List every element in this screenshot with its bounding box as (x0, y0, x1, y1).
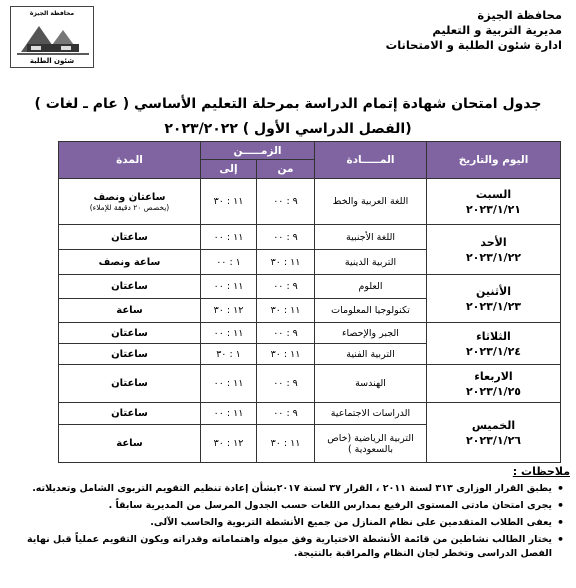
exam-schedule-table (58, 141, 561, 463)
day-name: الاربعاء (474, 369, 513, 383)
note-item: • يجرى امتحان مادتى المستوى الرفيع بمدارس اللغات حسب الجدول المرسل من المديرية سابقاً . (16, 499, 566, 513)
note-item: • يعفى الطلاب المتقدمين على نظام المنازل من جميع الأنشطة التربوية والحاسب الآلى. (16, 516, 566, 530)
header-day-date: اليوم والتاريخ (427, 142, 561, 179)
table-row (59, 225, 561, 250)
table-row (59, 403, 561, 425)
duration-cell: ساعة (59, 299, 201, 323)
subject-cell: العلوم (315, 275, 427, 299)
day-date: ٢٠٢٣/١/٢٤ (465, 344, 522, 358)
duration-cell: ساعة ونصف (59, 250, 201, 275)
logo-bottom-text: شئون الطلبة (29, 57, 75, 65)
day-name: الأثنين (476, 284, 511, 298)
logo-top-text: محافظة الجيزة (29, 10, 75, 17)
time-to-cell: ١ : ٠٠ (201, 250, 257, 275)
subject-cell: التربية الرياضية (خاص بالسعودية ) (315, 425, 427, 463)
duration-cell: ساعتان (59, 323, 201, 344)
day-name: الأحد (480, 235, 507, 249)
day-cell (427, 365, 561, 403)
header-duration: المدة (59, 142, 201, 179)
subject-cell: التربية الدينية (315, 250, 427, 275)
time-from-cell: ٩ : ٠٠ (257, 179, 315, 225)
time-from-cell: ١١ : ٣٠ (257, 425, 315, 463)
header-governorate: محافظة الجيزة (477, 8, 562, 22)
subject-cell: الجبر والإحصاء (315, 323, 427, 344)
duration-note: (يخصص ٢٠ دقيقة للإملاء) (89, 202, 170, 212)
day-cell (427, 275, 561, 323)
stamp-logo (10, 6, 94, 68)
notes-heading: ملاحظات : (512, 465, 570, 478)
time-from-cell: ١١ : ٣٠ (257, 250, 315, 275)
duration-cell: ساعتان (59, 225, 201, 250)
duration-cell (59, 179, 201, 225)
time-from-cell: ٩ : ٠٠ (257, 275, 315, 299)
time-from-cell: ٩ : ٠٠ (257, 403, 315, 425)
day-date: ٢٠٢٣/١/٢٢ (465, 250, 522, 264)
header-block (362, 8, 562, 53)
duration-cell: ساعة (59, 425, 201, 463)
time-to-cell: ١٢ : ٣٠ (201, 425, 257, 463)
subject-cell: التربية الفنية (315, 344, 427, 365)
day-date: ٢٠٢٣/١/٢٣ (465, 299, 522, 313)
header-from: من (257, 160, 315, 179)
day-name: الثلاثاء (476, 329, 511, 343)
day-date: ٢٠٢٣/١/٢٦ (465, 433, 522, 447)
header-subject: المـــــادة (315, 142, 427, 179)
pyramids-icon (17, 18, 89, 56)
time-to-cell: ١١ : ٠٠ (201, 225, 257, 250)
time-from-cell: ٩ : ٠٠ (257, 323, 315, 344)
time-to-cell: ١ : ٣٠ (201, 344, 257, 365)
header-administration: ادارة شئون الطلبة و الامتحانات (385, 38, 562, 52)
time-from-cell: ٩ : ٠٠ (257, 225, 315, 250)
subject-cell: الدراسات الاجتماعية (315, 403, 427, 425)
table-row (59, 275, 561, 299)
subject-cell: الهندسة (315, 365, 427, 403)
table-row (59, 365, 561, 403)
day-name: السبت (475, 187, 512, 201)
day-name: الخميس (471, 418, 516, 432)
duration-cell: ساعتان (59, 365, 201, 403)
time-to-cell: ١١ : ٣٠ (201, 179, 257, 225)
notes-list (16, 482, 566, 564)
time-to-cell: ١١ : ٠٠ (201, 323, 257, 344)
header-time: الزمـــــن (201, 142, 315, 160)
header-to: إلى (201, 160, 257, 179)
time-to-cell: ١١ : ٠٠ (201, 365, 257, 403)
day-cell (427, 179, 561, 225)
day-cell (427, 225, 561, 275)
day-cell (427, 323, 561, 365)
time-to-cell: ١١ : ٠٠ (201, 403, 257, 425)
day-date: ٢٠٢٣/١/٢٥ (465, 384, 522, 398)
subject-cell: تكنولوجيا المعلومات (315, 299, 427, 323)
subject-cell: اللغة العربية والخط (315, 179, 427, 225)
time-from-cell: ١١ : ٣٠ (257, 344, 315, 365)
time-to-cell: ١١ : ٠٠ (201, 275, 257, 299)
duration-cell: ساعتان (59, 344, 201, 365)
table-row (59, 179, 561, 225)
duration-cell: ساعتان (59, 275, 201, 299)
note-item: • يختار الطالب نشاطين من قائمة الأنشطة الاختيارية وفق ميوله واهتماماته وقدراته ويكون التقويم عملياً قبل نهاية الفصل الدراسى وتخطر لجان النظام والمراقبة بالنتيجة. (16, 533, 566, 561)
page-title: جدول امتحان شهادة إتمام الدراسة بمرحلة التعليم الأساسي ( عام ـ لغات ) (34, 96, 542, 112)
note-item: • يطبق القرار الوزارى ٣١٣ لسنة ٢٠١١ ، القرار ٣٧ لسنة ٢٠١٧بشأن إعادة تنظيم التقويم التربوى الشامل وتعديلاته. (16, 482, 566, 496)
day-date: ٢٠٢٣/١/٢١ (465, 202, 522, 216)
duration-cell: ساعتان (59, 403, 201, 425)
day-cell (427, 403, 561, 463)
time-to-cell: ١٢ : ٣٠ (201, 299, 257, 323)
duration-value: ساعتان ونصف (93, 191, 166, 203)
time-from-cell: ٩ : ٠٠ (257, 365, 315, 403)
page-subtitle: (الفصل الدراسي الأول ) ٢٠٢٣/٢٠٢٢ (164, 121, 412, 137)
table-row (59, 323, 561, 344)
subject-cell: اللغة الأجنبية (315, 225, 427, 250)
header-directorate: مديرية التربية و التعليم (432, 23, 562, 37)
time-from-cell: ١١ : ٣٠ (257, 299, 315, 323)
